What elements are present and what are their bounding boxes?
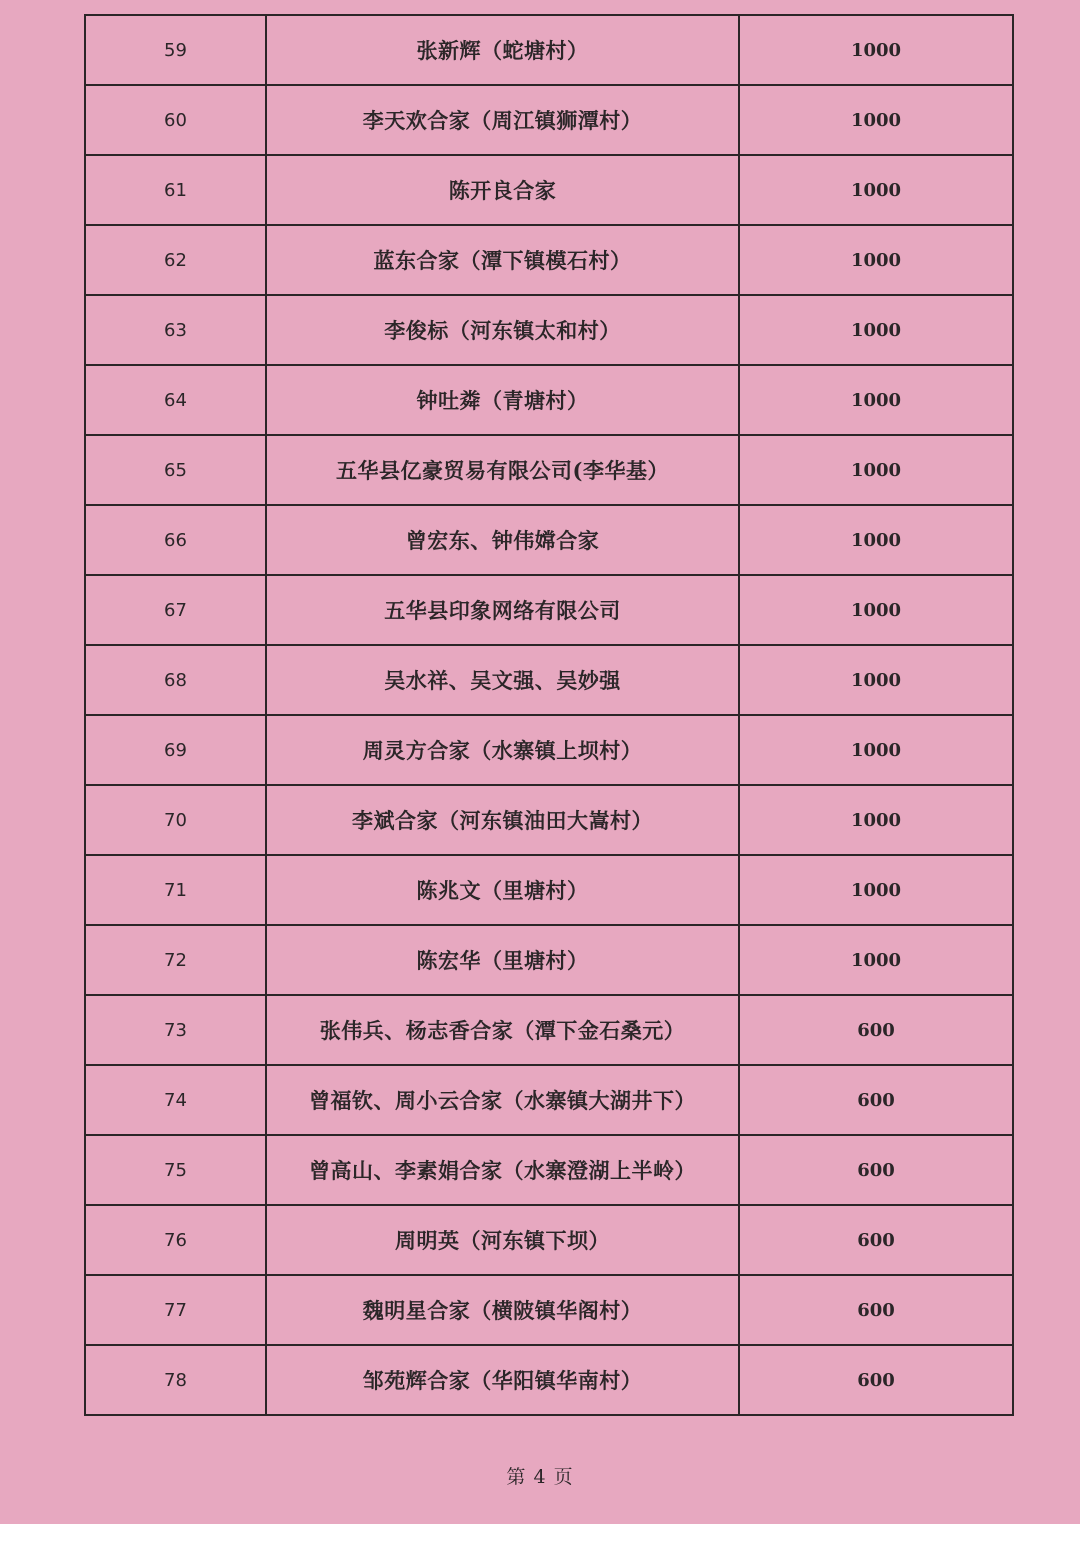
row-number: 69: [86, 716, 267, 784]
donation-amount: 600: [857, 1369, 895, 1391]
donation-amount: 1000: [850, 389, 902, 411]
donation-amount: 1000: [850, 739, 902, 761]
table-row: [86, 506, 1012, 576]
row-number: 77: [86, 1276, 267, 1344]
row-number: 67: [86, 576, 267, 644]
donation-amount: 600: [857, 1159, 895, 1181]
donor-name: 陈兆文（里塘村）: [267, 856, 740, 924]
donor-name: 陈宏华（里塘村）: [267, 926, 740, 994]
donation-amount: 600: [857, 1299, 895, 1321]
donation-amount: 1000: [850, 179, 902, 201]
table-row: [86, 86, 1012, 156]
table-row: [86, 156, 1012, 226]
donor-name: 曾福钦、周小云合家（水寨镇大湖井下）: [267, 1066, 740, 1134]
donor-name: 曾高山、李素娟合家（水寨澄湖上半岭）: [267, 1136, 740, 1204]
donation-amount: 1000: [850, 319, 902, 341]
row-number: 60: [86, 86, 267, 154]
row-number: 75: [86, 1136, 267, 1204]
table-row: [86, 1346, 1012, 1414]
table-row: [86, 226, 1012, 296]
row-number: 78: [86, 1346, 267, 1414]
table-row: [86, 996, 1012, 1066]
donor-name: 钟吐粦（青塘村）: [267, 366, 740, 434]
table-row: [86, 926, 1012, 996]
donation-amount: 600: [857, 1089, 895, 1111]
donation-amount: 600: [857, 1019, 895, 1041]
row-number: 62: [86, 226, 267, 294]
row-number: 73: [86, 996, 267, 1064]
donor-name: 周灵方合家（水寨镇上坝村）: [267, 716, 740, 784]
donor-name: 李天欢合家（周江镇狮潭村）: [267, 86, 740, 154]
row-number: 64: [86, 366, 267, 434]
table-row: [86, 296, 1012, 366]
donor-name: 李俊标（河东镇太和村）: [267, 296, 740, 364]
table-row: [86, 1276, 1012, 1346]
donation-amount: 600: [857, 1229, 895, 1251]
table-row: [86, 716, 1012, 786]
table-row: [86, 646, 1012, 716]
table-row: [86, 1136, 1012, 1206]
donor-name: 陈开良合家: [267, 156, 740, 224]
donation-table: [84, 14, 1014, 1416]
table-row: [86, 16, 1012, 86]
donation-amount: 1000: [850, 599, 902, 621]
donation-amount: 1000: [850, 39, 902, 61]
table-row: [86, 856, 1012, 926]
table-row: [86, 576, 1012, 646]
donor-name: 张新辉（蛇塘村）: [267, 16, 740, 84]
row-number: 70: [86, 786, 267, 854]
table-row: [86, 1066, 1012, 1136]
page-number: 第 4 页: [506, 1466, 574, 1488]
donor-name: 张伟兵、杨志香合家（潭下金石桑元）: [267, 996, 740, 1064]
row-number: 74: [86, 1066, 267, 1134]
table-row: [86, 1206, 1012, 1276]
donor-name: 邹苑辉合家（华阳镇华南村）: [267, 1346, 740, 1414]
donation-amount: 1000: [850, 249, 902, 271]
donor-name: 魏明星合家（横陂镇华阁村）: [267, 1276, 740, 1344]
row-number: 59: [86, 16, 267, 84]
row-number: 63: [86, 296, 267, 364]
donor-name: 吴水祥、吴文强、吴妙强: [267, 646, 740, 714]
row-number: 61: [86, 156, 267, 224]
row-number: 76: [86, 1206, 267, 1274]
row-number: 68: [86, 646, 267, 714]
donation-amount: 1000: [850, 949, 902, 971]
donor-name: 蓝东合家（潭下镇模石村）: [267, 226, 740, 294]
donation-amount: 1000: [850, 109, 902, 131]
donor-name: 李斌合家（河东镇油田大嵩村）: [267, 786, 740, 854]
donation-amount: 1000: [850, 459, 902, 481]
row-number: 72: [86, 926, 267, 994]
table-row: [86, 786, 1012, 856]
donor-name: 周明英（河东镇下坝）: [267, 1206, 740, 1274]
row-number: 71: [86, 856, 267, 924]
row-number: 65: [86, 436, 267, 504]
row-number: 66: [86, 506, 267, 574]
table-row: [86, 436, 1012, 506]
table-row: [86, 366, 1012, 436]
donation-amount: 1000: [850, 529, 902, 551]
donor-name: 曾宏东、钟伟嫦合家: [267, 506, 740, 574]
donation-amount: 1000: [850, 669, 902, 691]
donor-name: 五华县亿豪贸易有限公司(李华基）: [267, 436, 740, 504]
donation-amount: 1000: [850, 809, 902, 831]
donation-amount: 1000: [850, 879, 902, 901]
donor-name: 五华县印象网络有限公司: [267, 576, 740, 644]
